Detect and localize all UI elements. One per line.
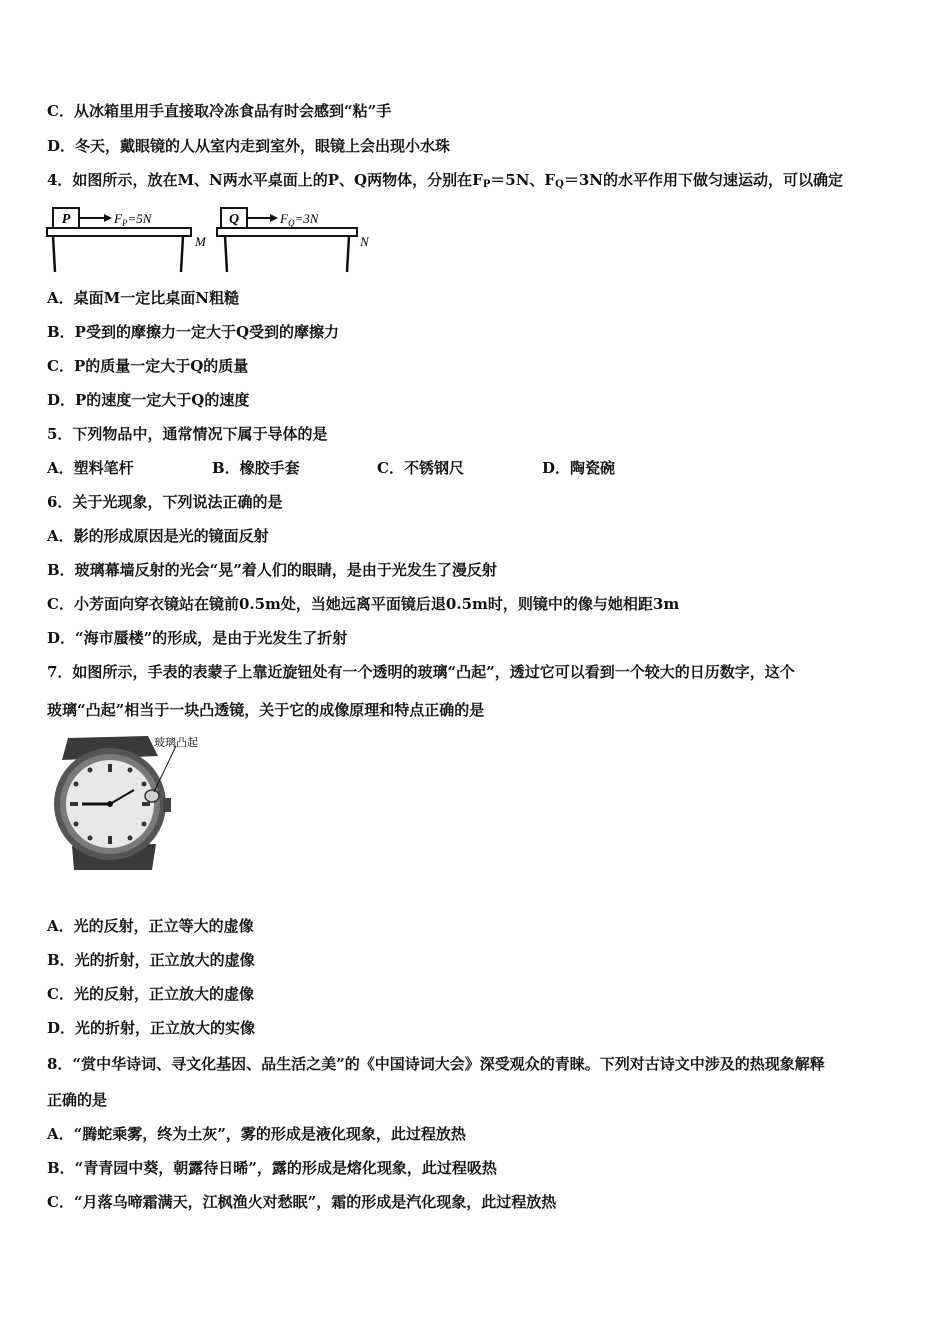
q8-stem-line1: 8．“赏中华诗词、寻文化基因、品生活之美”的《中国诗词大会》深受观众的青睐。下列对古诗文中涉及的热现象解释	[47, 1055, 825, 1073]
q7-option-b: B．光的折射，正立放大的虚像	[47, 951, 255, 969]
q6-option-d: D．“海市蜃楼”的形成，是由于光发生了折射	[47, 629, 348, 647]
watch-crown	[163, 798, 171, 812]
q4-option-b: B．P受到的摩擦力一定大于Q受到的摩擦力	[47, 323, 340, 341]
q5-option-b: B．橡胶手套	[212, 459, 300, 477]
q5-option-c: C．不锈钢尺	[377, 459, 464, 477]
q7-option-d: D．光的折射，正立放大的实像	[47, 1019, 256, 1037]
force-q-label: $F_Q=3N$	[280, 211, 319, 228]
q5-option-d: D．陶瓷碗	[542, 459, 616, 477]
q7-stem-line2: 玻璃“凸起”相当于一块凸透镜，关于它的成像原理和特点正确的是	[47, 701, 485, 719]
q4-option-d: D．P的速度一定大于Q的速度	[47, 391, 250, 409]
svg-text:M: M	[195, 234, 206, 249]
q8-stem-line2: 正确的是	[47, 1091, 108, 1109]
svg-text:N: N	[360, 234, 369, 249]
svg-text:Q: Q	[228, 212, 240, 227]
q4-tables-figure	[44, 202, 374, 276]
q6-option-b: B．玻璃幕墙反射的光会“晃”着人们的眼睛，是由于光发生了漫反射	[47, 561, 497, 579]
q5-stem: 5．下列物品中，通常情况下属于导体的是	[47, 425, 328, 443]
svg-text:玻璃凸起: 玻璃凸起	[154, 736, 198, 749]
q4-option-a: A．桌面M一定比桌面N粗糙	[47, 289, 239, 307]
q8-option-b: B．“青青园中葵，朝露待日晞”，露的形成是熔化现象，此过程吸热	[47, 1159, 497, 1177]
table-m-top	[47, 228, 191, 236]
force-p-arrow-icon	[104, 214, 112, 222]
q5-option-a: A．塑料笔杆	[47, 459, 134, 477]
q6-stem: 6．关于光现象，下列说法正确的是	[47, 493, 283, 511]
q8-option-c: C．“月落乌啼霜满天，江枫渔火对愁眠”，霜的形成是汽化现象，此过程放热	[47, 1193, 557, 1211]
q3-option-c: C．从冰箱里用手直接取冷冻食品有时会感到“粘”手	[47, 102, 392, 120]
q6-option-a: A．影的形成原因是光的镜面反射	[47, 527, 269, 545]
svg-text:P: P	[61, 212, 71, 227]
table-n-top	[217, 228, 357, 236]
glass-bump	[145, 790, 159, 802]
q7-option-a: A．光的反射，正立等大的虚像	[47, 917, 254, 935]
q4-stem: 4．如图所示，放在M、N两水平桌面上的P、Q两物体，分别在$F_P=5N$、$F_Q=3N$的水平作用下做匀速运动，可以确定	[47, 171, 843, 190]
force-q-arrow-icon	[270, 214, 278, 222]
force-p-label: $F_P=5N$	[114, 211, 152, 228]
q7-watch-figure	[48, 728, 218, 873]
q6-option-c: C．小芳面向穿衣镜站在镜前0.5m处，当她远离平面镜后退0.5m时，则镜中的像与她相距3m	[47, 595, 680, 613]
q7-option-c: C．光的反射，正立放大的虚像	[47, 985, 254, 1003]
q3-option-d: D．冬天，戴眼镜的人从室内走到室外，眼镜上会出现小水珠	[47, 137, 451, 155]
q7-stem-line1: 7．如图所示，手表的表蒙子上靠近旋钮处有一个透明的玻璃“凸起”，透过它可以看到一个较大的日历数字，这个	[47, 663, 795, 681]
q4-option-c: C．P的质量一定大于Q的质量	[47, 357, 249, 375]
q8-option-a: A．“腾蛇乘雾，终为土灰”，雾的形成是液化现象，此过程放热	[47, 1125, 466, 1143]
